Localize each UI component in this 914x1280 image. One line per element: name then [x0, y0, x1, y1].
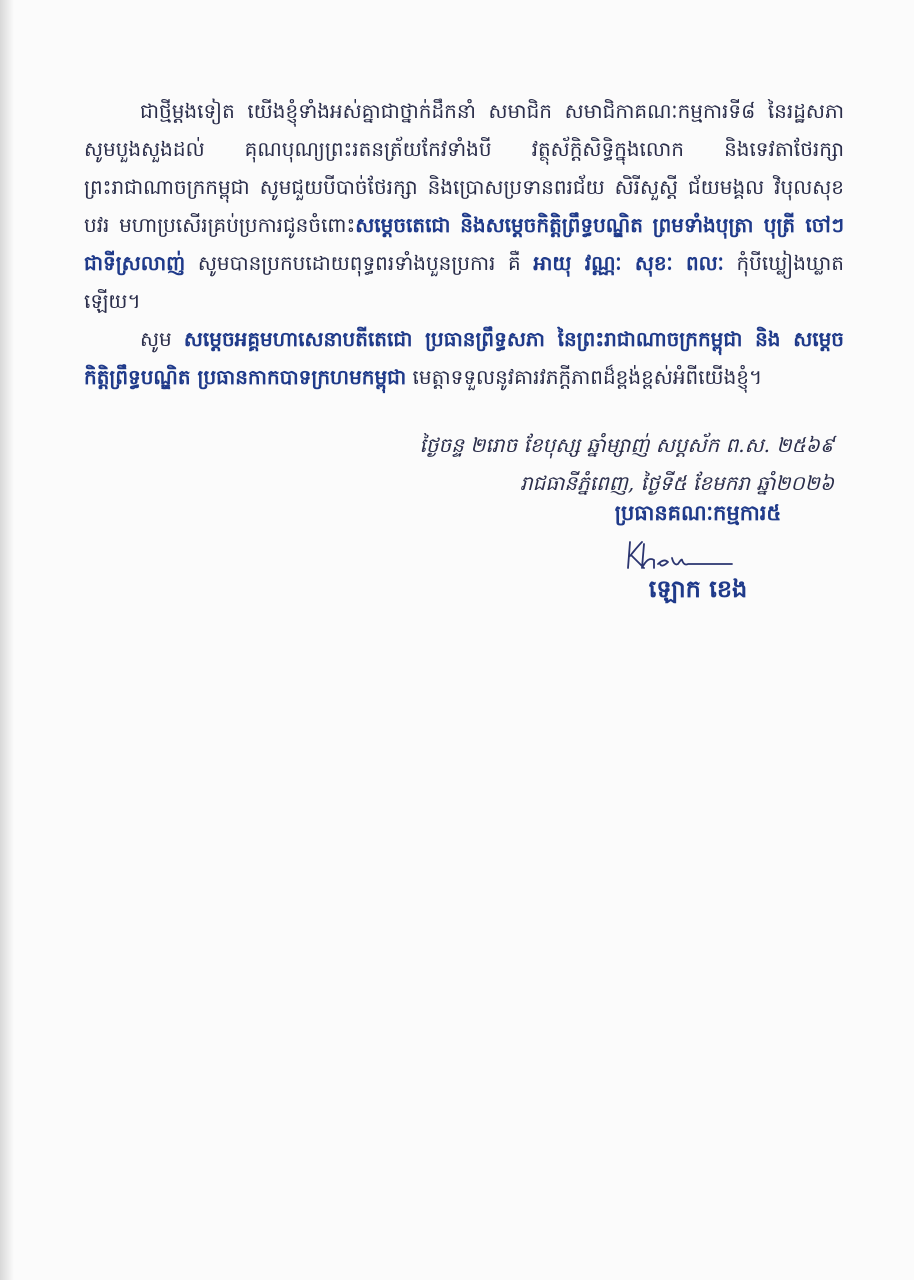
scan-edge-shadow: [0, 0, 14, 1280]
text-run: [643, 213, 653, 237]
highlight-name: សម្តេចអគ្គមហាសេនាបតីតេជោ ប្រធានព្រឹទ្ធសភា នៃព្រះរាជាណាចក្រកម្ពុជា និង សម្តេចកិត្តិព្រឹទ្ធបណ្ឌិត ប្រធានកាកបាទក្រហមកម្ពុជា: [84, 327, 844, 389]
date-block: [414, 426, 834, 502]
text-run: សូម: [140, 327, 184, 351]
paragraph-blessing: [84, 92, 844, 320]
letter-body: [84, 92, 844, 396]
handwritten-signature: [624, 534, 734, 578]
lunar-date: ថ្ងៃចន្ទ ២រោច ខែបុស្ស ឆ្នាំម្សាញ់ សប្តស័ក ព.ស. ២៥៦៩: [419, 433, 834, 457]
highlight-name: និងសម្តេចកិត្តិព្រឹទ្ធបណ្ឌិត: [460, 213, 643, 237]
paragraph-respect: [84, 320, 844, 396]
highlight-blessings: អាយុ វណ្ណៈ សុខៈ ពលៈ: [533, 251, 724, 275]
text-run: [450, 213, 460, 237]
highlight-name: ព្រមទាំងបុត្រា បុត្រី ចៅៗជាទីស្រលាញ់: [84, 213, 845, 275]
text-run: សូមបានប្រកបដោយពុទ្ធពរទាំងបួនប្រការ គឺ: [185, 251, 534, 275]
text-run: កុំបីឃ្លៀងឃ្លាតឡើយ។: [84, 251, 844, 313]
text-run: មេត្តាទទួលនូវគារវភក្តីភាពដ៏ខ្ពង់ខ្ពស់អំពីយើងខ្ញុំ។: [406, 365, 763, 389]
signer-role: ប្រធានគណៈកម្មការ៥: [614, 501, 782, 525]
text-run: ជាថ្មីម្តងទៀត យើងខ្ញុំទាំងអស់គ្នាជាថ្នាក់ដឹកនាំ សមាជិក សមាជិកាគណៈកម្មការទី៨ នៃរដ្ឋសភា សូមបួងសួងដល់ គុណបុណ្យព្រះរតនត្រ័យកែវទាំងបី វត្ថុស័ក្តិសិទ្ធិក្នុងលោក និងទេវតាថែរក្សាព្រះរាជាណាចក្រកម្ពុជា សូមជួយបីបាច់ថែរក្សា និងប្រោសប្រទានពរជ័យ សិរីសួស្តី ជ័យមង្គល វិបុលសុខ បវរ មហាប្រសើរគ្រប់ប្រការជូនចំពោះ: [84, 99, 844, 237]
signer-name: ឡោក ខេង: [648, 575, 748, 603]
highlight-name: សម្តេចតេជោ: [355, 213, 451, 237]
solar-date: រាជធានីភ្នំពេញ, ថ្ងៃទី៥ ខែមករា ឆ្នាំ២០២៦: [519, 471, 834, 495]
